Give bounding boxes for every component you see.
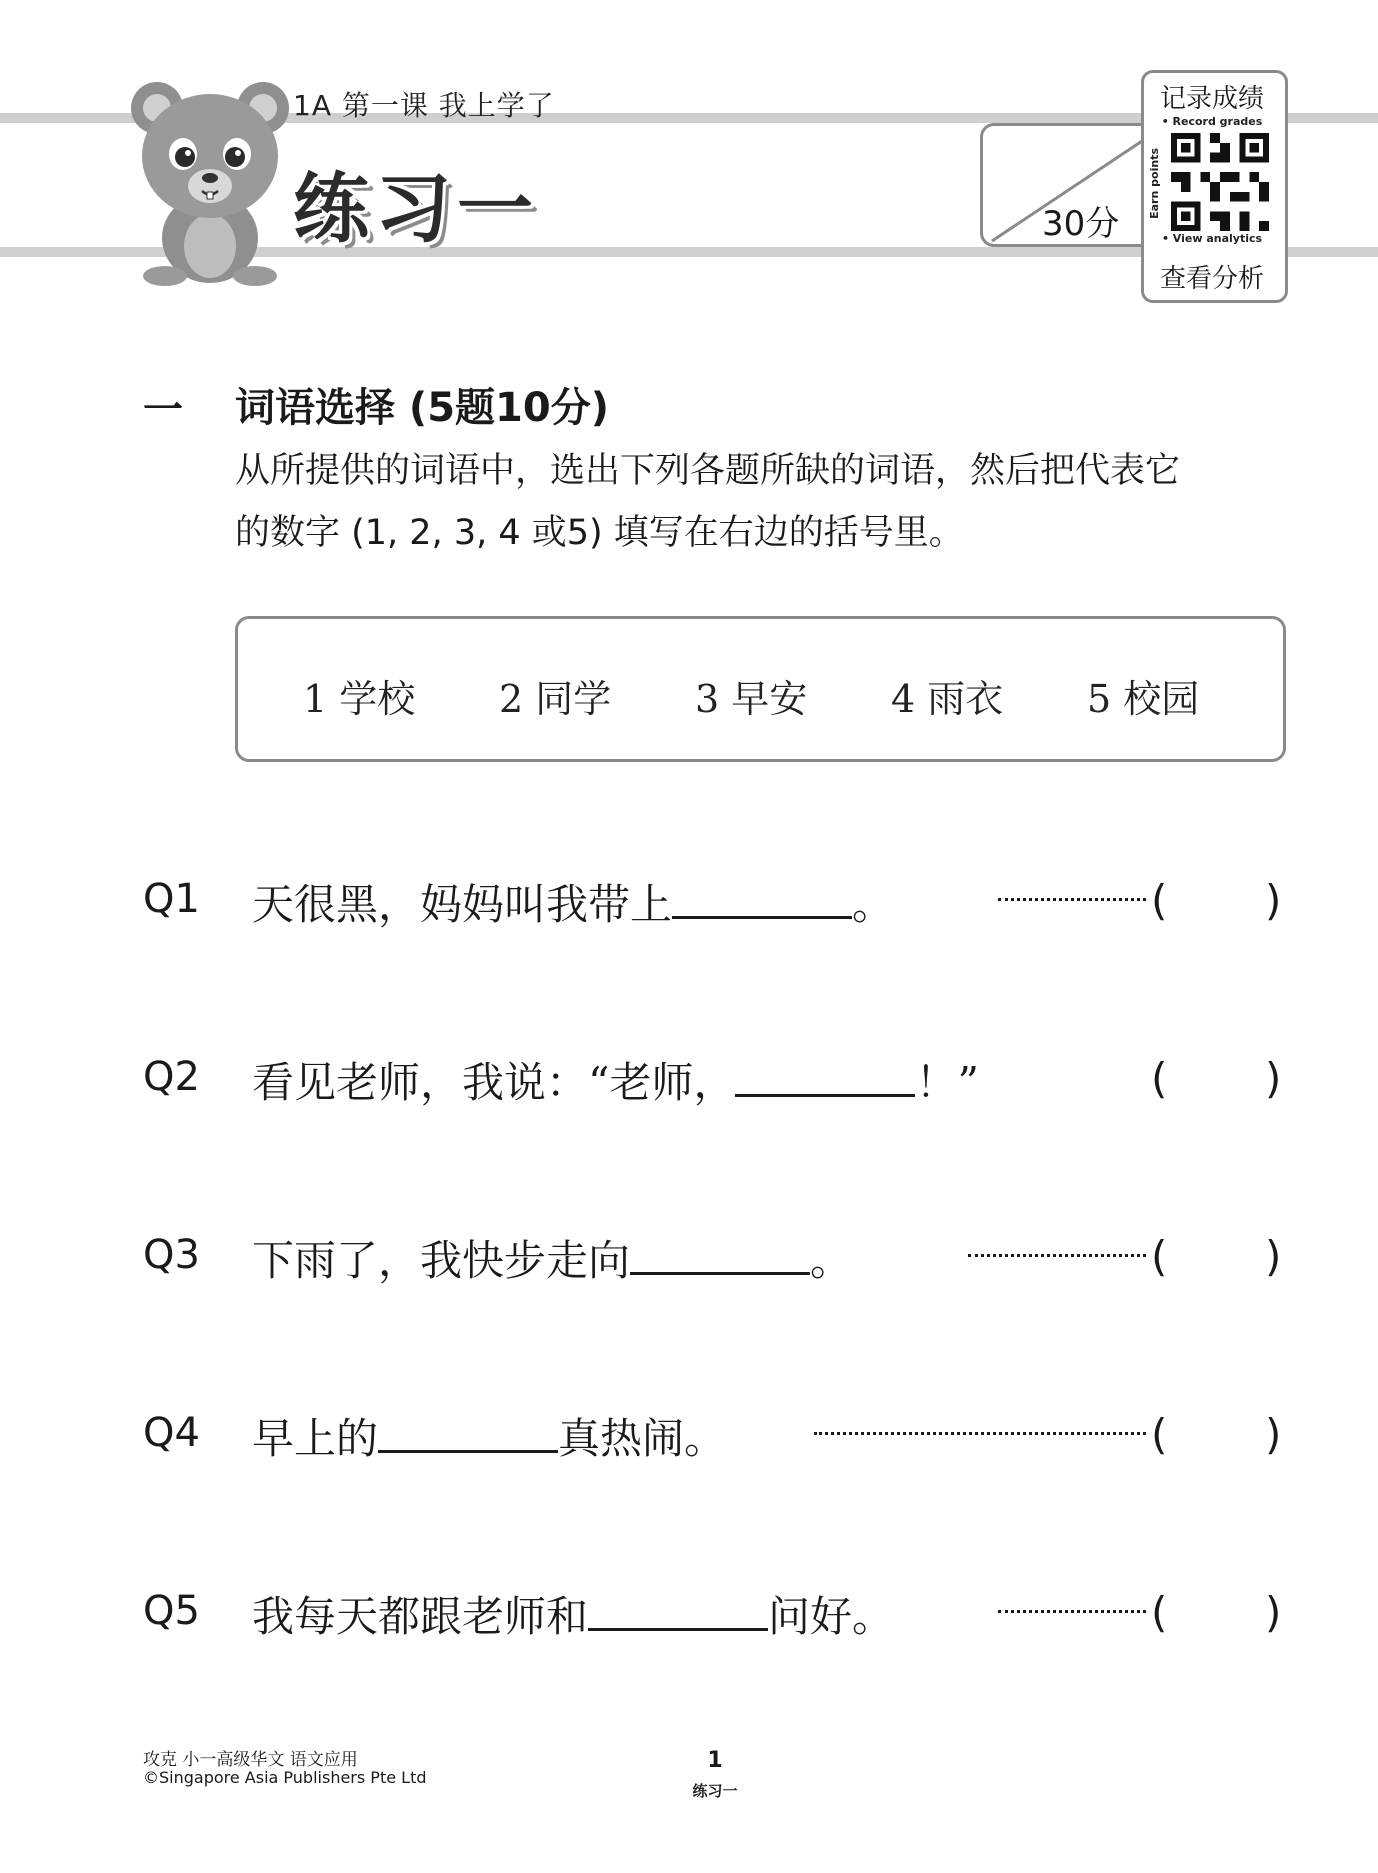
leader-dots [998, 898, 1146, 901]
instruction-line-2: 的数字 (1, 2, 3, 4 或5) 填写在右边的括号里。 [235, 513, 964, 553]
qr-record-label: 记录成绩 [1159, 84, 1264, 114]
question-number: Q2 [143, 1054, 200, 1100]
word-bank [235, 616, 1286, 762]
question-number: Q4 [143, 1410, 200, 1456]
qr-earn-points: Earn points [1148, 148, 1161, 219]
section-title: 词语选择 (5题10分) [235, 385, 609, 431]
answer-paren-open[interactable]: ( [1151, 876, 1168, 925]
question-text-before: 看见老师，我说：“老师， [252, 1058, 736, 1107]
instruction-line-1: 从所提供的词语中，选出下列各题所缺的词语，然后把代表它 [235, 451, 1181, 491]
leader-dots [814, 1432, 1146, 1435]
question-text [252, 1406, 726, 1466]
question-text [252, 1050, 979, 1110]
question-text-before: 天很黑，妈妈叫我带上 [252, 880, 673, 929]
question-text-before: 早上的 [252, 1414, 379, 1463]
answer-paren-open[interactable]: ( [1151, 1054, 1168, 1103]
answer-paren-close[interactable]: ) [1265, 1588, 1282, 1637]
lesson-label: 1A 第一课 我上学了 [293, 89, 555, 122]
footer-page-label: 练习一 [692, 1782, 738, 1800]
question-text [252, 1228, 852, 1288]
answer-paren-close[interactable]: ) [1265, 876, 1282, 925]
leader-dots [968, 1254, 1146, 1257]
answer-blank [672, 882, 852, 919]
qr-code-icon[interactable] [1170, 133, 1270, 231]
section-instruction [235, 440, 1285, 564]
answer-paren-open[interactable]: ( [1151, 1232, 1168, 1281]
answer-paren-close[interactable]: ) [1265, 1054, 1282, 1103]
question-text [252, 872, 894, 932]
question-number: Q5 [143, 1588, 200, 1634]
question-text-after: 。 [852, 880, 895, 929]
leader-dots [998, 1610, 1146, 1613]
question-text [252, 1584, 894, 1644]
word-option: 3 早安 [695, 677, 808, 721]
answer-paren-open[interactable]: ( [1151, 1588, 1168, 1637]
answer-paren-close[interactable]: ) [1265, 1410, 1282, 1459]
section-number: 一 [143, 387, 183, 433]
answer-paren-close[interactable]: ) [1265, 1232, 1282, 1281]
qr-analysis-label: 查看分析 [1159, 264, 1264, 294]
footer-book-title: 攻克 小一高级华文 语文应用 [143, 1750, 358, 1770]
question-text-after: 问好。 [768, 1592, 895, 1641]
question-number: Q1 [143, 876, 200, 922]
footer-copyright: ©Singapore Asia Publishers Pte Ltd [143, 1768, 427, 1787]
answer-blank [735, 1060, 915, 1097]
word-option: 2 同学 [499, 677, 612, 721]
question-text-after: ！” [915, 1058, 979, 1107]
word-option: 1 学校 [303, 677, 416, 721]
total-score: 30分 [1042, 204, 1120, 244]
answer-paren-open[interactable]: ( [1151, 1410, 1168, 1459]
question-text-before: 我每天都跟老师和 [252, 1592, 589, 1641]
question-text-after: 。 [810, 1236, 853, 1285]
answer-blank [378, 1416, 558, 1453]
question-text-after: 真热闹。 [558, 1414, 727, 1463]
qr-view-analytics: • View analytics [1161, 232, 1263, 245]
bear-mascot-icon [125, 78, 295, 288]
question-text-before: 下雨了，我快步走向 [252, 1236, 631, 1285]
page-number: 1 [707, 1748, 723, 1773]
answer-blank [630, 1238, 810, 1275]
answer-blank [588, 1594, 768, 1631]
qr-record-grades: • Record grades [1161, 115, 1263, 128]
question-number: Q3 [143, 1232, 200, 1278]
word-option: 5 校园 [1087, 677, 1200, 721]
word-option: 4 雨衣 [891, 677, 1004, 721]
exercise-title: 练习一 [293, 164, 539, 253]
